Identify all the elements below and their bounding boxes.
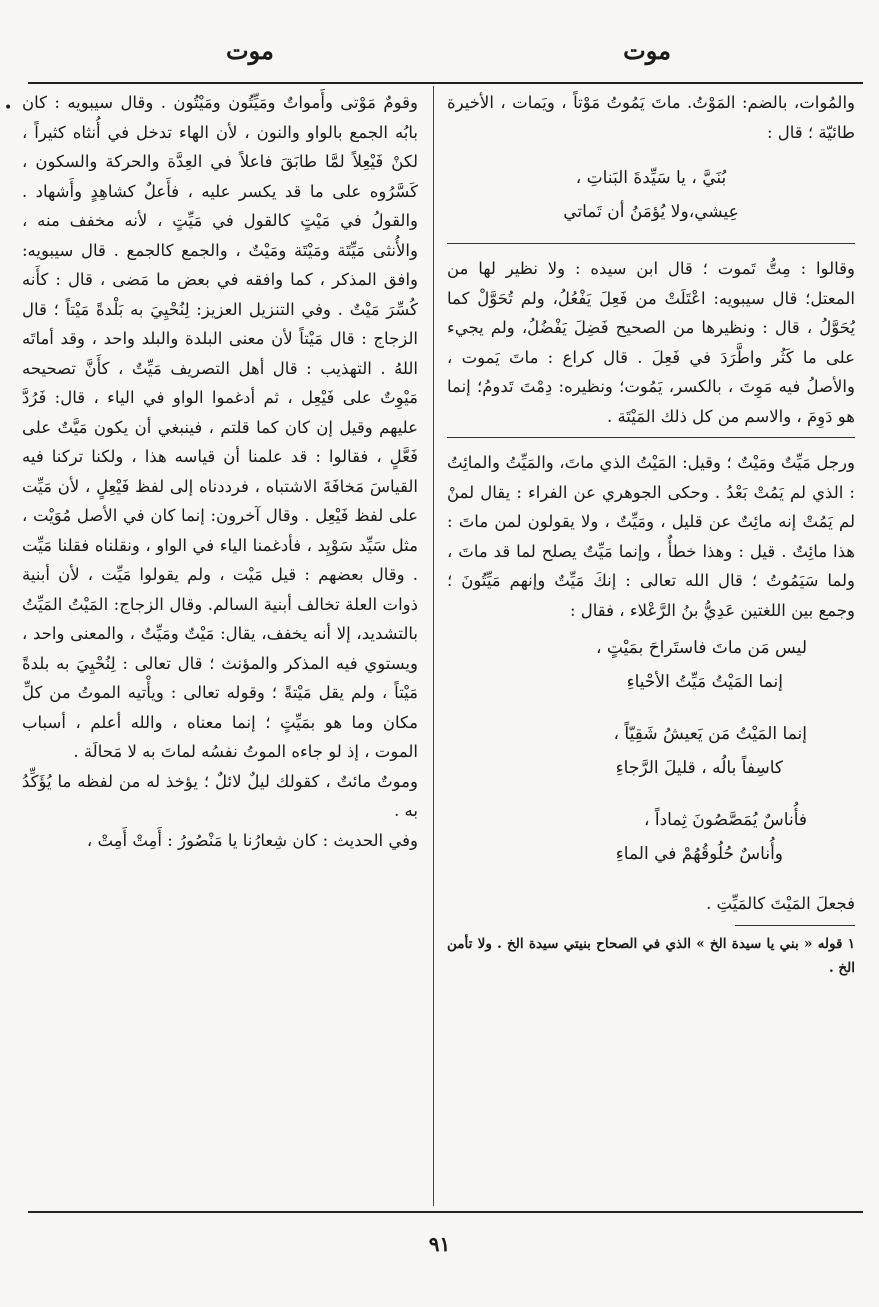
- entry-paragraph-6: وموتٌ مائتٌ ، كقولك ليلٌ لائلٌ ؛ يؤخذ له من لفظه ما يُؤَكِّدُ به .: [22, 771, 418, 820]
- footer-rule: [28, 1211, 863, 1213]
- header-word-right: موت: [623, 36, 671, 65]
- section-separator: [447, 437, 855, 438]
- left-column: [22, 88, 418, 855]
- entry-paragraph-2: وقالوا : مِتُّ تَموت ؛ قال ابن سيده : ولا نظير لها من المعتل؛ قال سيبويه: اعْتَلَتْ من فَعِلَ يَفْعُلُ، ولم تُحَوَّلْ كما يُحَوَّلُ ، قال : ونظيرها من الصحيح فَضِلَ يَفْضُلُ، ولم يجيء على ما كَثُر واطَّرَدَ في فَعِلَ . قال كراع : ماتَ يَموت ، والأصلُ فيه مَوِتَ ، بالكسر، يَمُوت؛ ونظيره: دِمْتَ تَدومُ؛ إنما هو دَوِمَ ، والاسم من كل ذلك المَيْتَة .: [447, 259, 855, 426]
- poem-stanza: [447, 631, 807, 699]
- verse-line: عِيشي،ولا يُؤمَنُ أن تَماتي: [563, 202, 739, 222]
- poem-1: [447, 161, 855, 229]
- entry-paragraph-5: وقومٌ مَوْتى وأَمواتٌ ومَيِّتُون ومَيْتُون . وقال سيبويه : كان بابُه الجمع بالواو والنون ، لأن الهاء تدخل في أُنثاه كثيراً ، لكنْ فَيْعِلاً لمَّا طابَقَ فاعلاً في العِدَّة والحركة والسكون ، كَسَّرُوه على ما قد يكسر عليه ، فأَعلٌ كشاهِدٍ وأَشهاد . والقولُ في مَيْتٍ كالقول في مَيِّتٍ ، لأنه مخفف منه ، والأُنثى مَيِّتَة ومَيْتَة ومَيْتٌ ، والجمع كالجمع . قال سيبويه: وافق المذكر ، كما وافقه في بعض ما مَضى ، قال : كأَنه كُسِّرَ مَيْتٌ . وفي التنزيل العزيز: لِنُحْيِيَ به بَلْدةً مَيْتاً ؛ قال الزجاج : قال مَيْتاً لأن معنى البلدة والبلد واحد ، وقد أماتَه اللهُ . التهذيب : قال أهل التصريف مَيِّتٌ ، كأَنَّ تصحيحه مَيْوِتٌ على فَيْعِل ، ثم أدغموا الواو في الياء ، قال: فَرُدَّ عليهم وقيل إن كان كما قلتم ، فينبغي أن يكون مَيَّتٌ على فَعَّلٍ ، فقالوا : قد علمنا أن قياسه هذا ، ولكنا تركنا فيه القياسَ مَخافَةَ الاشتباه ، فرددناه إلى لفظ فَيْعِلٍ ، لأن مَيِّت على لفظ فَيْعِل . وقال آخرون: إنما كان في الأصل مُوَيْت ، مثل سَيِّد سَوْيِد ، فأدغمنا الياء في الواو ، ونقلناه فقلنا مَيِّت . وقال بعضهم : قيل مَيْت ، ولم يقولوا مَيِّت ، لأن أبنية ذوات العلة تخالف أبنية السالم. وقال الزجاج: المَيْتُ المَيِّتُ بالتشديد، إلا أنه يخفف، يقال: مَيْتٌ ومَيِّتٌ ، والمعنى واحد ، ويستوي فيه المذكر والمؤنث ؛ قال تعالى : لِنُحْيِيَ به بلدةً مَيْتاً ، ولم يقل مَيْتةً ؛ وقوله تعالى : ويأْتيه الموتُ من كلِّ مكان وما هو بمَيِّتٍ ؛ إنما معناه ، والله أعلم ، أسباب الموت ، إذ لو جاءه الموتُ نفسُه لماتَ به لا مَحالَة .: [22, 93, 418, 761]
- section-separator: [447, 243, 855, 244]
- verse-line: فأُناسٌ يُمَصَّصُونَ ثِماداً ،: [643, 810, 807, 830]
- verse-line: إنما المَيْتُ مَيِّتُ الأحْياءِ: [626, 672, 783, 692]
- verse-line: كاسِفاً بالُه ، قليلَ الرَّجاءِ: [615, 758, 783, 778]
- verse-line: بُنَيَّ ، يا سَيِّدةَ البَناتِ ،: [575, 168, 727, 188]
- right-column: [447, 88, 855, 980]
- verse-line: وأُناسٌ حُلُوقُهُمْ في الماءِ: [615, 844, 783, 864]
- page-number: ٩١: [428, 1232, 451, 1256]
- entry-paragraph-7: وفي الحديث : كان شِعارُنا يا مَنْصُورُ : أَمِتْ أَمِتْ ،: [86, 830, 418, 850]
- verse-line: إنما المَيْتُ مَن يَعيشُ شَقِيّاً ،: [613, 724, 807, 744]
- header-word-left: موت: [226, 36, 274, 65]
- column-divider: [433, 86, 434, 1206]
- entry-paragraph-4: فجعلَ المَيْتَ كالمَيِّتِ .: [706, 894, 855, 913]
- footnote: ١ قوله « بني يا سيدة الخ » الذي في الصحاح بنيتي سيدة الخ . ولا تأمن الخ .: [447, 935, 855, 976]
- margin-dot: •: [4, 100, 13, 116]
- entry-paragraph-1: والمُوات، بالضم: المَوْتُ. ماتَ يَمُوتُ مَوْتاً ، ويَمات ، الأخيرة طائيّة ؛ قال :: [447, 93, 855, 142]
- footnote-rule: [735, 925, 855, 926]
- entry-paragraph-3: ورجل مَيِّتٌ ومَيْتٌ ؛ وقيل: المَيْتُ الذي ماتَ، والمَيِّتُ والمائِتُ : الذي لم يَمُتْ بَعْدُ . وحكى الجوهري عن الفراء : يقال لمنْ لم يَمُتْ إنه مائِتٌ عن قليل ، ومَيِّتٌ ، ولا يقولون لمن ماتَ : هذا مائِتٌ . قيل : وهذا خطأٌ ، وإنما مَيِّتٌ يصلح لما قد ماتَ ، ولما سَيَمُوتُ ؛ قال الله تعالى : إنكَ مَيِّتٌ وإنهم مَيِّتُونَ ؛ وجمع بين اللغتين عَدِيُّ بنُ الرَّعْلاء ، فقال :: [447, 453, 855, 620]
- verse-line: ليس مَن ماتَ فاستَراحَ بمَيْتٍ ،: [596, 638, 807, 658]
- header-rule: [28, 82, 863, 84]
- poem-stanza: [447, 717, 807, 785]
- poem-2: [447, 631, 855, 871]
- poem-stanza: [447, 803, 807, 871]
